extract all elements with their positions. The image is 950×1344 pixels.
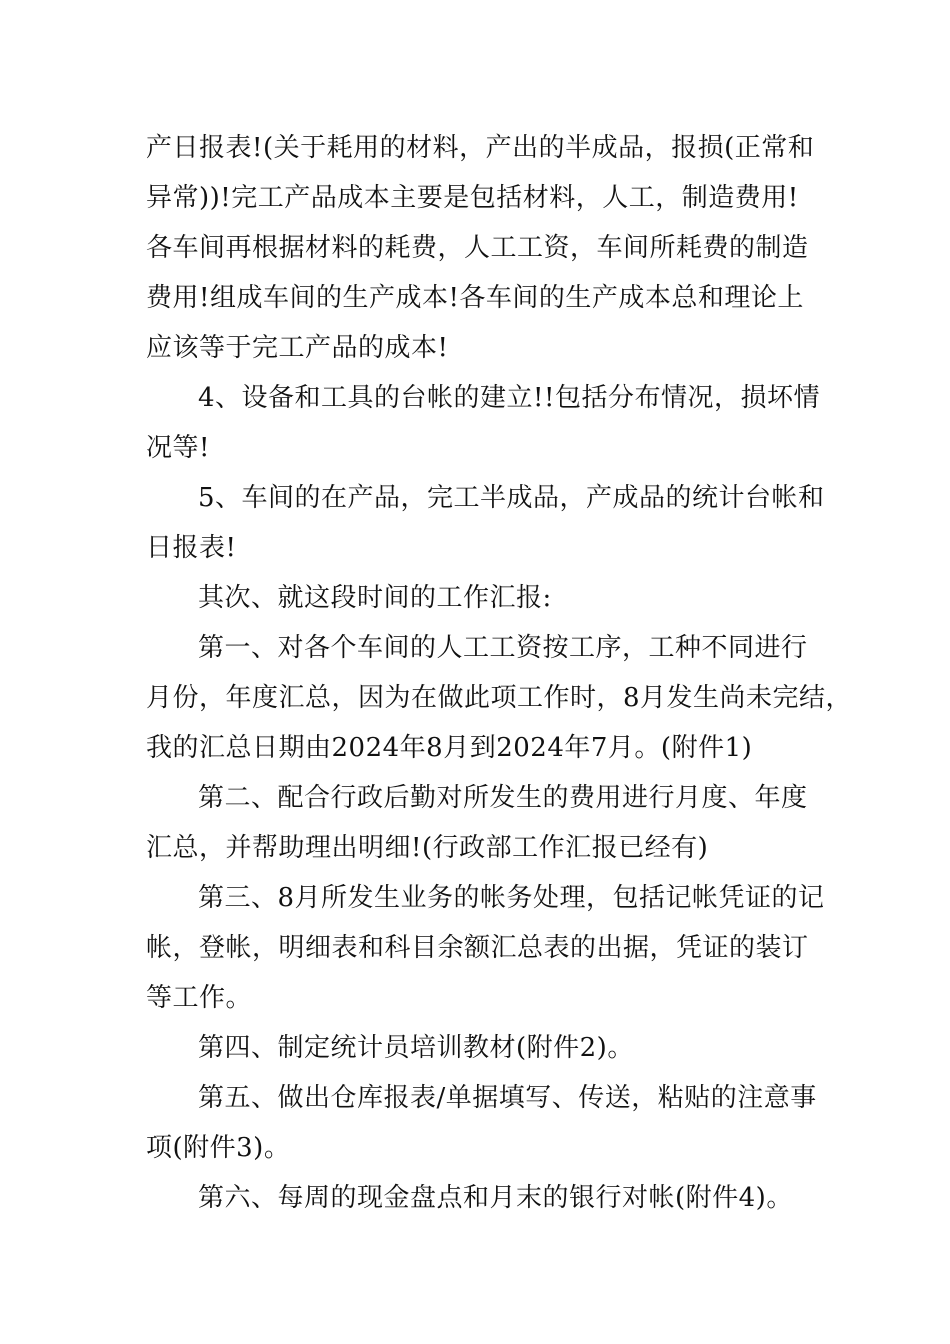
text-line: 况等! xyxy=(146,433,210,463)
text-line: 其次、就这段时间的工作汇报: xyxy=(198,583,552,613)
text-line: 月份，年度汇总，因为在做此项工作时，8月发生尚未完结， xyxy=(146,683,853,713)
text-line: 4、设备和工具的台帐的建立!!包括分布情况，损坏情 xyxy=(198,383,820,413)
text-line: 第五、做出仓库报表/单据填写、传送，粘贴的注意事 xyxy=(198,1083,817,1113)
text-line: 5、车间的在产品，完工半成品，产成品的统计台帐和 xyxy=(198,483,825,513)
text-line: 异常))!完工产品成本主要是包括材料，人工，制造费用! xyxy=(146,183,799,213)
text-line: 帐，登帐，明细表和科目余额汇总表的出据，凭证的装订 xyxy=(146,933,809,963)
text-line: 第二、配合行政后勤对所发生的费用进行月度、年度 xyxy=(198,783,808,813)
text-line: 汇总，并帮助理出明细!(行政部工作汇报已经有) xyxy=(146,833,709,863)
text-line: 产日报表!(关于耗用的材料，产出的半成品，报损(正常和 xyxy=(146,133,815,163)
text-line: 第六、每周的现金盘点和月末的银行对帐(附件4)。 xyxy=(198,1183,793,1213)
text-line: 日报表! xyxy=(146,533,237,563)
text-line: 项(附件3)。 xyxy=(146,1133,291,1163)
text-line: 第四、制定统计员培训教材(附件2)。 xyxy=(198,1033,634,1063)
document-body xyxy=(146,123,853,1223)
text-line: 费用!组成车间的生产成本!各车间的生产成本总和理论上 xyxy=(146,283,804,313)
text-line: 等工作。 xyxy=(146,983,253,1013)
text-line: 第三、8月所发生业务的帐务处理，包括记帐凭证的记 xyxy=(198,883,825,913)
text-line: 各车间再根据材料的耗费，人工工资，车间所耗费的制造 xyxy=(146,233,809,263)
text-line: 应该等于完工产品的成本! xyxy=(146,333,449,363)
text-line: 第一、对各个车间的人工工资按工序，工种不同进行 xyxy=(198,633,808,663)
text-line: 我的汇总日期由2024年8月到2024年7月。(附件1) xyxy=(146,733,753,763)
